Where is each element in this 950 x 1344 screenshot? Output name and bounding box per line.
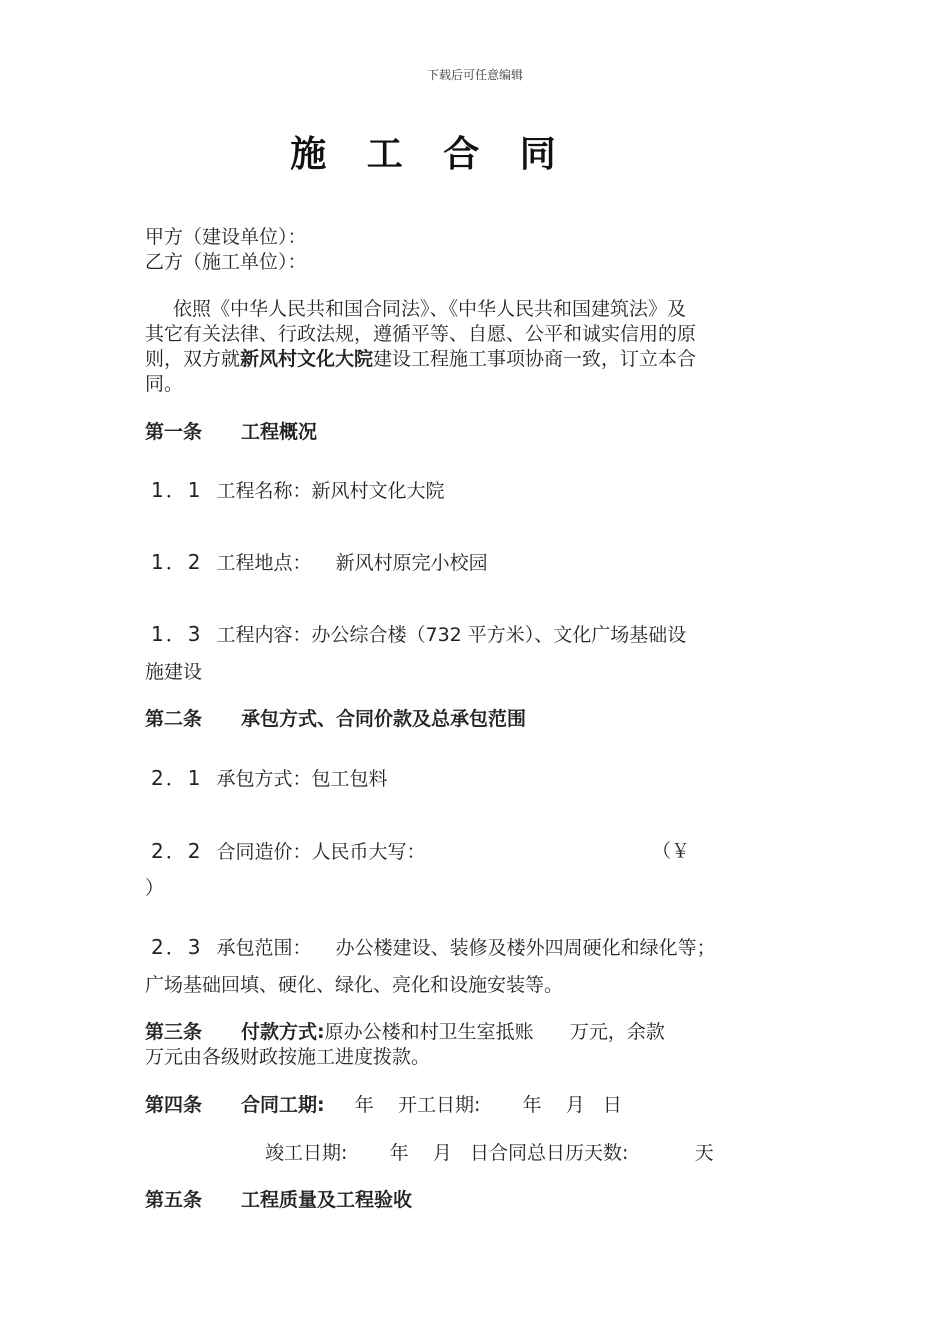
article-2-title: 承包方式、合同价款及总承包范围 bbox=[241, 708, 527, 730]
item-number: 2．3 bbox=[151, 935, 203, 959]
article-3-title: 付款方式: bbox=[241, 1021, 325, 1043]
document-title: 施 工 合 同 bbox=[290, 133, 570, 175]
intro-line-1: 依照《中华人民共和国合同法》、《中华人民共和国建筑法》及 bbox=[173, 298, 687, 320]
item-number: 1．2 bbox=[151, 550, 203, 574]
intro-line-4: 同。 bbox=[145, 373, 184, 395]
item-text: 工程地点： 新风村原完小校园 bbox=[216, 552, 488, 574]
item-text: 工程内容：办公综合楼（732 平方米）、文化广场基础设 bbox=[216, 624, 687, 646]
intro-line-2: 其它有关法律、行政法规，遵循平等、自愿、公平和诚实信用的原 bbox=[145, 323, 697, 345]
article-3-continued: 万元由各级财政按施工进度拨款。 bbox=[145, 1046, 431, 1068]
item-number: 1．1 bbox=[151, 478, 203, 502]
article-4-heading bbox=[145, 1093, 622, 1117]
article-1-label: 第一条 bbox=[145, 421, 203, 443]
intro-line-3-pre: 则，双方就 bbox=[145, 348, 241, 370]
item-text: 承包范围： 办公楼建设、装修及楼外四周硬化和绿化等； bbox=[216, 937, 716, 959]
party-a-line: 甲方（建设单位）： bbox=[145, 226, 307, 248]
item-text: 承包方式：包工包料 bbox=[216, 768, 388, 790]
article-4-line-2: 竣工日期: 年 月 日合同总日历天数: 天 bbox=[265, 1142, 714, 1164]
item-2-1 bbox=[151, 766, 388, 791]
article-5-title: 工程质量及工程验收 bbox=[241, 1189, 413, 1211]
article-3-text: 原办公楼和村卫生室抵账 万元，余款 bbox=[324, 1021, 665, 1043]
article-2-label: 第二条 bbox=[145, 708, 203, 730]
intro-line-3-post: 建设工程施工事项协商一致，订立本合 bbox=[373, 348, 697, 370]
article-4-text: 年 开工日期: 年 月 日 bbox=[324, 1094, 622, 1116]
article-2-heading bbox=[145, 707, 526, 731]
price-yen-close: ） bbox=[145, 877, 165, 899]
item-number: 2．2 bbox=[151, 839, 203, 863]
intro-line-3 bbox=[145, 347, 696, 371]
article-4-label: 第四条 bbox=[145, 1094, 203, 1116]
party-b-line: 乙方（施工单位）： bbox=[145, 251, 307, 273]
article-5-label: 第五条 bbox=[145, 1189, 203, 1211]
item-1-3 bbox=[151, 622, 686, 647]
item-2-3-continued: 广场基础回填、硬化、绿化、亮化和设施安装等。 bbox=[145, 974, 564, 996]
item-1-2 bbox=[151, 550, 488, 575]
article-1-heading bbox=[145, 420, 317, 444]
article-3-label: 第三条 bbox=[145, 1021, 203, 1043]
article-1-title: 工程概况 bbox=[241, 421, 318, 443]
item-2-2 bbox=[151, 839, 426, 864]
project-name-bold: 新风村文化大院 bbox=[240, 348, 374, 370]
header-note: 下载后可任意编辑 bbox=[426, 68, 523, 82]
article-5-heading bbox=[145, 1188, 412, 1212]
price-yen-open: （￥ bbox=[652, 840, 691, 862]
item-1-1 bbox=[151, 478, 445, 503]
item-1-3-continued: 施建设 bbox=[145, 661, 203, 683]
item-number: 1．3 bbox=[151, 622, 203, 646]
item-number: 2．1 bbox=[151, 766, 203, 790]
item-text: 合同造价：人民币大写： bbox=[216, 841, 426, 863]
article-3-heading bbox=[145, 1020, 665, 1044]
item-2-3 bbox=[151, 935, 716, 960]
item-text: 工程名称：新风村文化大院 bbox=[216, 480, 445, 502]
article-4-title: 合同工期: bbox=[241, 1094, 325, 1116]
